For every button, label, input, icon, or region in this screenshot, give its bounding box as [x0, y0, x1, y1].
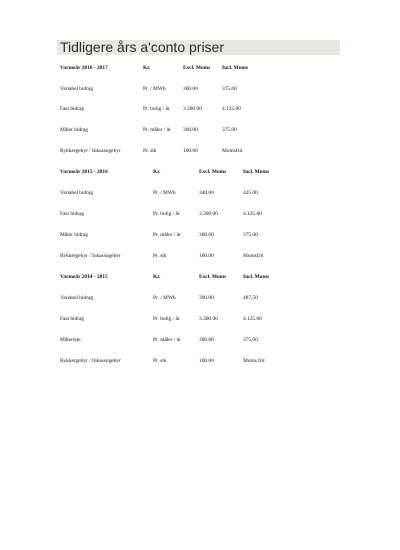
row-label: Fast bidrag [60, 106, 85, 112]
row-unit: Pr. stk [153, 358, 167, 364]
row-unit: Pr. måler / år [153, 232, 181, 238]
row-excl-moms: 3.300.00 [199, 211, 218, 217]
row-excl-moms: 100.00 [199, 358, 214, 364]
row-excl-moms: 300.00 [199, 337, 214, 343]
column-header-excl-moms: Excl. Moms [199, 169, 227, 175]
row-excl-moms: 390.00 [199, 295, 214, 301]
column-header-incl-moms: Incl. Moms [222, 65, 249, 71]
row-label: Fast bidrag [60, 316, 85, 322]
row-excl-moms: 3.300.00 [183, 106, 202, 112]
row-incl-moms: 375.00 [222, 127, 237, 133]
row-unit: Pr. måler / år [143, 127, 171, 133]
row-label: Rykkergebyr / Inkassogebyr [60, 148, 121, 154]
row-incl-moms: 375,00 [243, 337, 258, 343]
row-unit: Pr. / MWh [153, 190, 176, 196]
column-header-incl-moms: Incl. Moms [243, 274, 270, 280]
row-incl-moms: 375.00 [222, 86, 237, 92]
section-heading: Varmeår 2014 - 2015 [60, 274, 108, 280]
row-excl-moms: 100.00 [183, 148, 198, 154]
row-label: Fast bidrag [60, 211, 85, 217]
row-label: Måler bidrag [60, 127, 88, 133]
row-incl-moms: 487,50 [243, 295, 258, 301]
row-incl-moms: Momsfrit [222, 148, 243, 154]
page-title: Tidligere års a'conto priser [60, 39, 225, 55]
row-label: Variabel bidrag [60, 295, 94, 301]
section-heading: Varmeår 2016 - 2017 [60, 65, 108, 71]
row-incl-moms: 4.125.00 [243, 211, 262, 217]
row-label: Rykkergebyr / Inkassogebyr [60, 253, 121, 259]
row-label: Målerleje [60, 337, 81, 343]
row-label: Rykkergebyr / Inkassogebyr [60, 358, 121, 364]
row-incl-moms: 425.00 [243, 190, 258, 196]
row-excl-moms: 300.00 [199, 232, 214, 238]
row-unit: Pr. måler / år [153, 337, 181, 343]
row-incl-moms: Moms frit [243, 358, 265, 364]
row-incl-moms: 4.125.00 [222, 106, 241, 112]
column-header-excl-moms: Excl. Moms [183, 65, 211, 71]
row-incl-moms: Momsfrit [243, 253, 264, 259]
row-excl-moms: 340.00 [199, 190, 214, 196]
row-excl-moms: 100.00 [199, 253, 214, 259]
row-label: Måler bidrag [60, 232, 88, 238]
row-unit: Pr. / MWh [153, 295, 176, 301]
column-header-kr: Kr. [153, 274, 161, 280]
row-unit: Pr. bolig / år [143, 106, 170, 112]
column-header-kr: Kr. [143, 65, 151, 71]
row-excl-moms: 300.00 [183, 127, 198, 133]
row-unit: Pr. stk [153, 253, 167, 259]
section-heading: Varmeår 2015 - 2016 [60, 169, 108, 175]
row-unit: Pr. stk [143, 148, 157, 154]
row-unit: Pr. bolig / år [153, 211, 180, 217]
row-incl-moms: 375.00 [243, 232, 258, 238]
row-unit: Pr. bolig / år [153, 316, 180, 322]
row-excl-moms: 300.00 [183, 86, 198, 92]
row-label: Variabel bidrag [60, 190, 94, 196]
row-unit: Pr. / MWh [143, 86, 166, 92]
column-header-kr: Kr. [153, 169, 161, 175]
row-label: Variabel bidrag [60, 86, 94, 92]
row-excl-moms: 3.300.00 [199, 316, 218, 322]
column-header-excl-moms: Excl. Moms [199, 274, 227, 280]
column-header-incl-moms: Incl. Moms [243, 169, 270, 175]
row-incl-moms: 4.125.00 [243, 316, 262, 322]
